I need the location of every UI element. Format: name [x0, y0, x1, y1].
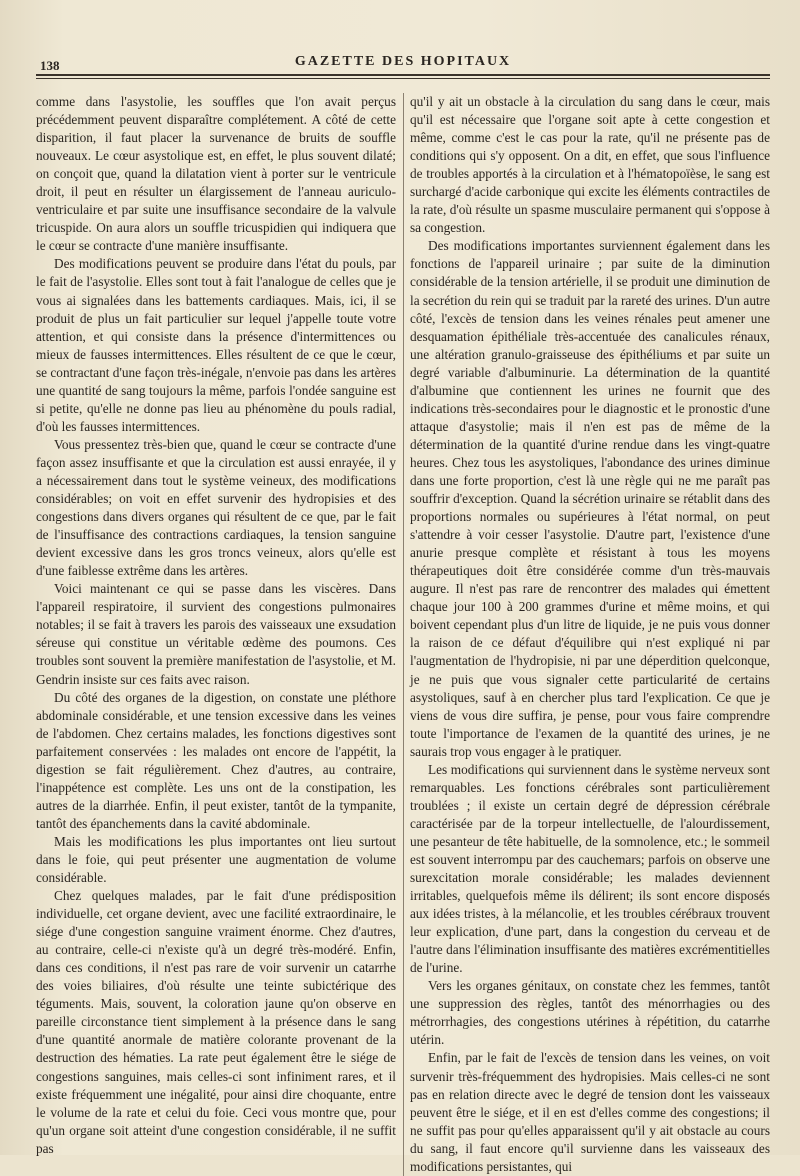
paragraph: Enfin, par le fait de l'excès de tension dans les veines, on voit survenir très-fréquemment des hydropisies. Mais celles-ci ne sont pas en relation directe avec le degré de tension dont les vaisseaux peuvent être le siége, et il en est d'elles comme des congestions; il ne suffit pas pour qu'elles apparaissent qu'il y ait obstacle au cours du sang, il faut encore qu'il survienne dans les vaisseaux des modifications persistantes, qui — [410, 1050, 770, 1174]
paragraph: Des modifications importantes surviennent également dans les fonctions de l'appareil urinaire ; par suite de la diminution considérable de la tension artérielle, il se produit une diminution de la secrétion du rein qui se traduit par la rareté des urines. D'un autre côté, l'excès de tension dans les veines rénales peut amener une desquamation épithéliale très-accentuée des canalicules rénaux, une altération granulo-graisseuse des épithéliums et par suite un degré variable d'albuminurie. La détermination de la quantité d'albumine que contiennent les urines ne fournit que des indications très-secondaires pour le diagnostic et le pronostic d'une attaque d'asystolie; mais il n'en est pas de même de la détermination de la quantité d'urine rendue dans les vingt-quatre heures. Chez tous les asystoliques, l'abondance des urines diminue dans une forte proportion, c'est là une règle qui ne me paraît pas souffrir d'exception. Quand la sécrétion urinaire se rétablit dans des proportions normales ou supérieures à l'état normal, on peut s'attendre à voir cesser l'asystolie. D'autre part, l'existence d'une anurie presque complète et résistant à tous les moyens thérapeutiques doit être considérée comme d'un très-mauvais augure. Il n'est pas rare de rencontrer des malades qui émettent chaque jour 100 à 200 grammes d'urine et même moins, et qui boivent cependant plus d'un litre de liquide, je ne puis vous donner la raison de ce défaut d'équilibre qui n'est expliqué ni par l'augmentation de l'hydropisie, ni par une déperdition quelconque, je ne puis que vous signaler cette particularité de certains asystoliques, sauf à en chercher plus tard l'explication. Ce que je viens de vous dire suffira, je pense, pour vous faire comprendre toute l'importance de l'examen de la quantité des urines, je ne saurais trop vous engager à le pratiquer. — [410, 238, 770, 759]
paragraph: Vers les organes génitaux, on constate chez les femmes, tantôt une suppression des règles, tantôt des ménorrhagies ou des métrorrhagies, des congestions utérines à répétition, du catarrhe utérin. — [410, 978, 770, 1048]
paragraph: Des modifications peuvent se produire dans l'état du pouls, par le fait de l'asystolie. Elles sont tout à fait l'analogue de celles que je vous ai signalées dans les battements cardiaques. Mais, ici, il se produit de plus un fait particulier sur lequel j'appelle toute votre attention, et qui consiste dans la présence d'intermittences ou mieux de fausses intermittences. Elles résultent de ce que le cœur, se contractant d'une façon très-inégale, n'envoie pas dans les artères une quantité de sang toujours la même, parfois l'ondée sanguine est si petite, qu'elle ne donne pas lieu au phénomène du pouls radial, d'où les fausses intermittences. — [36, 256, 396, 434]
paragraph: Vous pressentez très-bien que, quand le cœur se contracte d'une façon assez insuffisante et que la circulation est aussi enrayée, il y a nécessairement dans tout le système veineux, des modifications considérables; on voit en effet survenir des hydropisies et des congestions dans divers organes qui résultent de ce que, par le fait de l'insuffisance des contractions cardiaques, la tension sanguine devient excessive dans les gros troncs veineux, alors qu'elle est d'une faiblesse extrême dans les artères. — [36, 436, 396, 579]
paragraph: Les modifications qui surviennent dans le système nerveux sont remarquables. Les fonctions cérébrales sont particulièrement troublées ; il existe un certain degré de dépression cérébrale caractérisée par de la torpeur intellectuelle, de l'alourdissement, une pesanteur de tête habituelle, de la somnolence, etc.; le sommeil est souvent interrompu par des cauchemars; parfois on observe une surexcitation morale considérable; les malades deviennent irritables, quelquefois même ils délirent; ils sont encore disposés aux idées tristes, à la mélancolie, et les troubles cérébraux trouvent leur explication, d'une part, dans la congestion du cerveau et de l'autre dans l'élimination insuffisante des matières excrémentitielles de l'urine. — [410, 761, 770, 976]
right-column — [410, 93, 770, 1176]
column-divider — [403, 93, 404, 1176]
paragraph: Mais les modifications les plus importantes ont lieu surtout dans le foie, qui peut présenter une augmentation de volume considérable. — [36, 833, 396, 886]
page-number: 138 — [40, 58, 60, 73]
header-rule — [36, 78, 770, 79]
paragraph: Voici maintenant ce qui se passe dans les viscères. Dans l'appareil respiratoire, il survient des congestions pulmonaires notables; il se fait à travers les parois des vaisseaux une exsudation séreuse qui constitue un véritable œdème des poumons. Ces troubles sont souvent la première manifestation de l'asystolie, et M. Gendrin insiste sur ces faits avec raison. — [36, 581, 396, 687]
paragraph: comme dans l'asystolie, les souffles que l'on avait perçus précédemment peuvent disparaître complétement. A côté de cette disparition, il faut placer la survenance de bruits de souffle nouveaux. Le cœur asystolique est, en effet, le plus souvent dilaté; on conçoit que, quand la dilatation vient à porter sur le ventricule droit, il peut en résulter un élargissement de l'anneau auriculo-ventriculaire et par suite une insuffisance secondaire de la valvule tricuspide. On aura alors un souffle tricuspidien qui indiquera que le cœur se contracte d'une manière insuffisante. — [36, 94, 396, 254]
journal-title: GAZETTE DES HOPITAUX — [294, 54, 512, 69]
paragraph: Chez quelques malades, par le fait d'une prédisposition individuelle, cet organe devient, avec une facilité extraordinaire, le siége d'une congestion sanguine vraiment énorme. Chez d'autres, au contraire, celle-ci n'existe qu'à un degré très-modéré. Enfin, dans ces conditions, il n'est pas rare de voir survenir un catarrhe des voies biliaires, d'où résulte une teinte subictérique des téguments. Mais, souvent, la coloration jaune qu'on observe en pareille circonstance tient simplement à la présence dans le sang d'une quantité anormale de matière colorante provenant de la destruction des hématies. La rate peut également être le siége de congestions sanguines, mais celles-ci sont infiniment rares, et il existe fréquemment une inégalité, pour ainsi dire choquante, entre le volume de la rate et celui du foie. Ceci vous montre que, pour qu'un organe soit atteint d'une congestion considérable, il ne suffit pas — [36, 888, 396, 1156]
paragraph: qu'il y ait un obstacle à la circulation du sang dans le cœur, mais qu'il est nécessaire que l'organe soit apte à cette congestion et même, comme c'est le cas pour la rate, qu'il ne présente pas de conditions qui s'y opposent. On a dit, en effet, que sous l'influence de troubles apportés à la circulation et à l'hématopoïèse, le sang est surchargé d'acide carbonique qui excite les éléments contractiles de la rate, d'où résulte un spasme musculaire permanent qui s'oppose à sa congestion. — [410, 94, 770, 236]
article-columns — [36, 93, 770, 1176]
page-header — [36, 52, 770, 76]
left-column — [36, 93, 396, 1176]
paragraph: Du côté des organes de la digestion, on constate une pléthore abdominale considérable, et une tension excessive dans les veines de l'abdomen. Chez certains malades, les fonctions digestives sont parfaitement conservées : les malades ont encore de l'appétit, la digestion se fait régulièrement. Chez d'autres, au contraire, l'inappétence est complète. Les uns ont de la constipation, les autres de la diarrhée. Enfin, il peut exister, tantôt de la tympanite, tantôt des épanchements dans la cavité abdominale. — [36, 689, 396, 831]
